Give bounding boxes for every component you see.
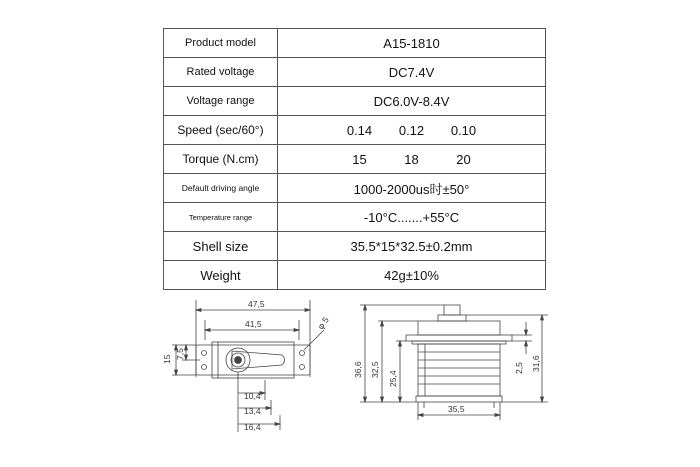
spec-value: 42g±10% xyxy=(278,261,546,290)
dim-13-4: 13,4 xyxy=(244,406,261,416)
torque-value-1: 15 xyxy=(352,151,367,167)
spec-value: 35.5*15*32.5±0.2mm xyxy=(278,232,546,261)
spec-row-voltage-range xyxy=(164,87,546,116)
spec-row-weight xyxy=(164,261,546,290)
spec-row-speed xyxy=(164,116,546,145)
dim-10-4: 10,4 xyxy=(244,391,261,401)
spec-value xyxy=(278,116,546,145)
dim-41-5: 41,5 xyxy=(245,319,262,329)
spec-value: -10°C.......+55°C xyxy=(278,203,546,232)
spec-value: 1000-2000us时±50° xyxy=(278,174,546,203)
dim-36-6: 36,6 xyxy=(353,361,363,378)
spec-label: Voltage range xyxy=(164,87,278,116)
speed-value-1: 0.14 xyxy=(346,122,373,138)
dim-47-5: 47,5 xyxy=(248,299,265,309)
dim-phi-5: φ 5 xyxy=(315,315,331,332)
spec-label: Product model xyxy=(164,29,278,58)
torque-value-2: 18 xyxy=(404,151,419,167)
torque-value-3: 20 xyxy=(456,151,471,167)
speed-value-3: 0.10 xyxy=(450,122,477,138)
spec-row-rated-voltage xyxy=(164,58,546,87)
spec-label: Speed (sec/60°) xyxy=(164,116,278,145)
dim-32-5: 32,5 xyxy=(370,361,380,378)
spec-row-temperature xyxy=(164,203,546,232)
dim-25-4: 25,4 xyxy=(388,370,398,387)
spec-row-model xyxy=(164,29,546,58)
speed-value-2: 0.12 xyxy=(398,122,425,138)
spec-row-shell-size xyxy=(164,232,546,261)
spec-label: Temperature range xyxy=(164,203,278,232)
dim-35-5: 35,5 xyxy=(448,404,465,414)
dim-15: 15 xyxy=(162,354,172,364)
spec-label: Default driving angle xyxy=(164,174,278,203)
spec-row-torque xyxy=(164,145,546,174)
spec-value xyxy=(278,145,546,174)
dim-7-5: 7,5 xyxy=(175,348,185,360)
spec-value: DC6.0V-8.4V xyxy=(278,87,546,116)
spec-value: A15-1810 xyxy=(278,29,546,58)
spec-label: Shell size xyxy=(164,232,278,261)
dim-16-4: 16,4 xyxy=(244,422,261,432)
spec-table xyxy=(163,28,546,290)
spec-label: Weight xyxy=(164,261,278,290)
spec-label: Rated voltage xyxy=(164,58,278,87)
dim-2-5: 2,5 xyxy=(514,362,524,374)
spec-value: DC7.4V xyxy=(278,58,546,87)
spec-label: Torque (N.cm) xyxy=(164,145,278,174)
spec-row-driving-angle xyxy=(164,174,546,203)
dim-31-6: 31,6 xyxy=(531,355,541,372)
technical-drawing xyxy=(0,290,700,467)
